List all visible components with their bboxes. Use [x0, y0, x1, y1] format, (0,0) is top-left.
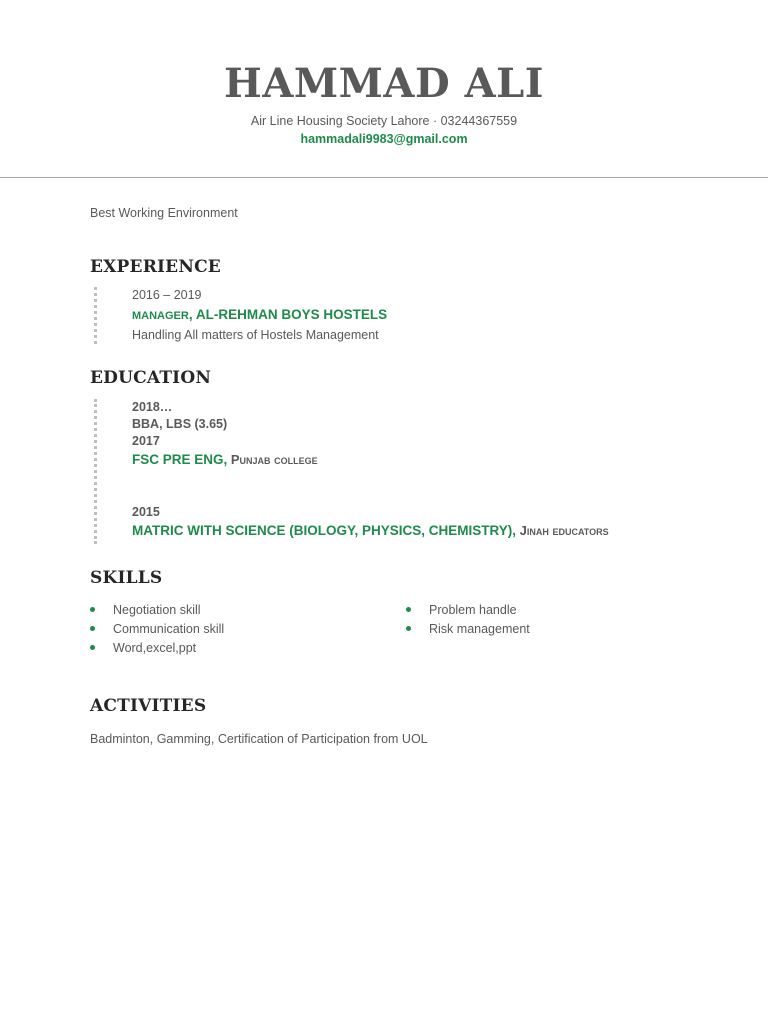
skill-item — [406, 602, 706, 618]
candidate-name — [0, 62, 768, 106]
skill-item — [406, 621, 706, 637]
education-degree: FSC PRE ENG, — [132, 452, 228, 467]
contact-info: Air Line Housing Society Lahore · 03244367559 — [250, 114, 518, 128]
resume-body — [90, 206, 710, 746]
skills-heading: SKILLS — [90, 568, 163, 588]
objective-text: Best Working Environment — [90, 206, 238, 220]
education-dates: 2015 — [132, 505, 160, 519]
experience-company: AL-REHMAN BOYS HOSTELS — [195, 307, 388, 322]
experience-item — [132, 287, 710, 344]
resume-header — [0, 0, 768, 146]
experience-dates: 2016 – 2019 — [132, 288, 202, 302]
email-link[interactable]: hammadali9983@gmail.com — [300, 132, 468, 146]
bullet-icon — [90, 607, 95, 612]
activities-heading: ACTIVITIES — [90, 696, 207, 716]
education-timeline — [90, 399, 710, 544]
experience-role-line — [132, 306, 710, 324]
education-school: Jinah educators — [516, 523, 609, 538]
skill-label: Word,excel,ppt — [113, 641, 197, 655]
first-name: HAMMAD — [224, 60, 451, 107]
activities-text: Badminton, Gamming, Certification of Participation from UOL — [90, 732, 428, 746]
education-line-1: 2018… — [132, 400, 173, 414]
experience-heading: EXPERIENCE — [90, 257, 221, 277]
skill-label: Risk management — [429, 622, 530, 636]
education-item — [132, 399, 710, 469]
experience-description: Handling All matters of Hostels Management — [132, 328, 379, 342]
skill-item — [90, 621, 406, 637]
experience-role: MANAGER — [132, 310, 189, 322]
last-name: ALI — [464, 60, 544, 107]
education-item — [132, 504, 710, 540]
skill-item — [90, 602, 406, 618]
education-degree-line — [132, 451, 710, 469]
education-degree: MATRIC WITH SCIENCE (BIOLOGY, PHYSICS, CHEMISTRY), — [132, 523, 517, 538]
education-heading: EDUCATION — [90, 368, 212, 388]
bullet-icon — [406, 626, 411, 631]
skill-label: Negotiation skill — [113, 603, 201, 617]
skills-list — [90, 602, 710, 656]
experience-separator: , — [188, 307, 196, 322]
education-degree-line — [132, 522, 710, 540]
education-line-3: 2017 — [132, 434, 160, 448]
header-divider — [0, 177, 768, 178]
bullet-icon — [90, 645, 95, 650]
bullet-icon — [90, 626, 95, 631]
education-line-2: BBA, LBS (3.65) — [132, 417, 228, 431]
bullet-icon — [406, 607, 411, 612]
skill-label: Problem handle — [429, 603, 517, 617]
skill-item — [90, 640, 406, 656]
skill-label: Communication skill — [113, 622, 225, 636]
experience-timeline — [90, 287, 710, 344]
education-school: Punjab college — [227, 452, 318, 467]
